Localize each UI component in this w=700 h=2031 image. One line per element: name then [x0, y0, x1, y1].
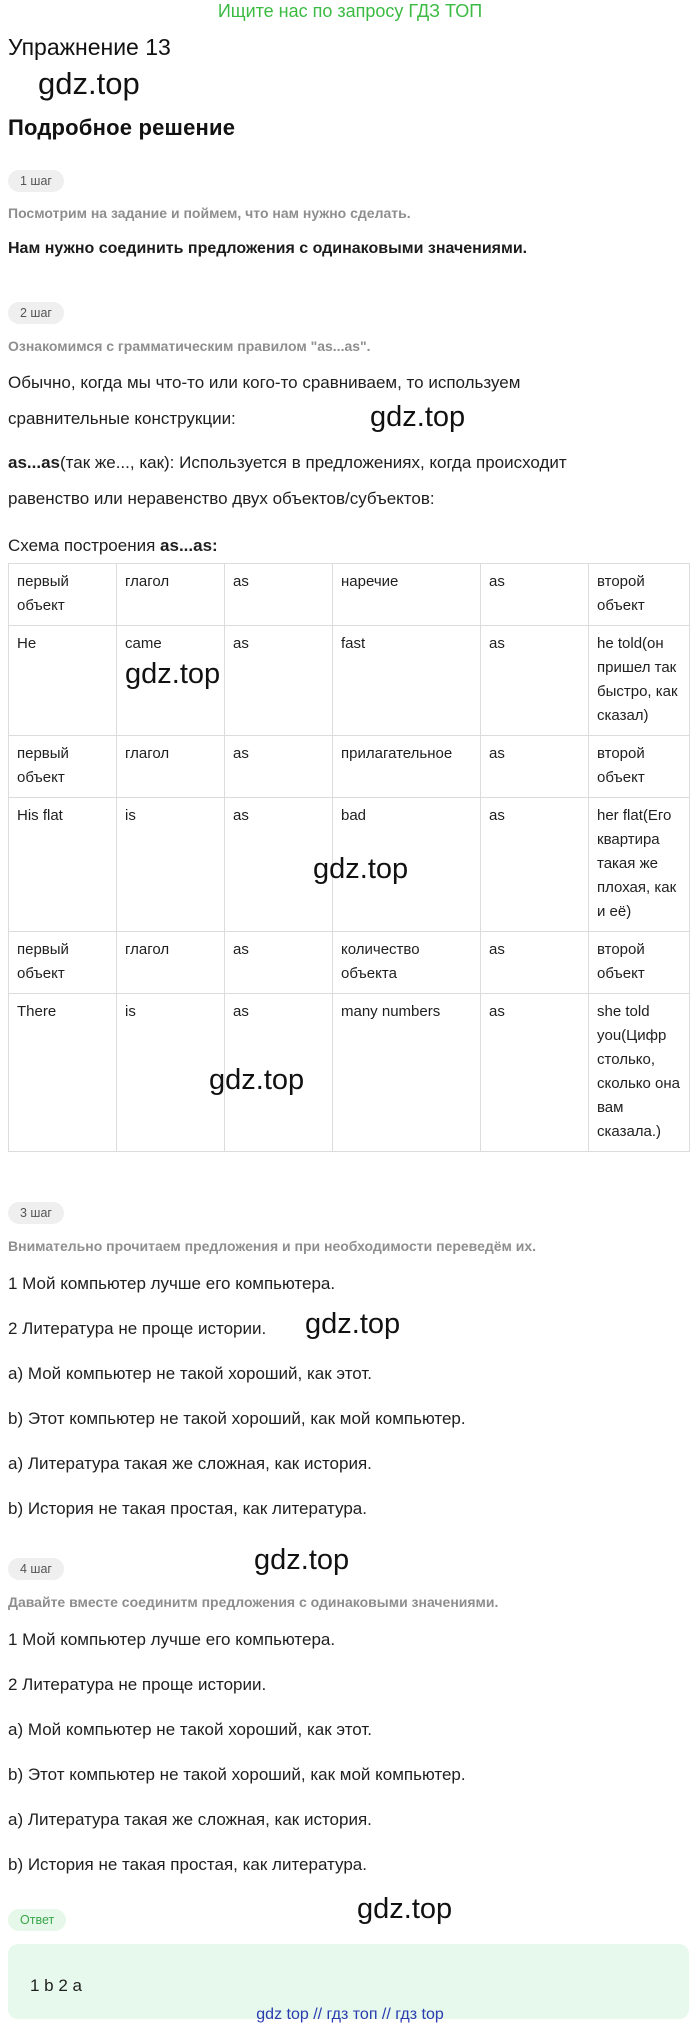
table-cell: as	[481, 626, 589, 736]
term-as-as: as...as	[8, 453, 60, 472]
table-row	[9, 932, 690, 994]
table-cell: глагол	[117, 564, 225, 626]
step-3-line: 2 Литература не проще истории.	[8, 1319, 267, 1338]
answer-text: 1 b 2 a	[30, 1976, 82, 1995]
table-cell: первый объект	[9, 736, 117, 798]
step-1-badge: 1 шаг	[8, 170, 64, 192]
table-cell: глагол	[117, 736, 225, 798]
table-cell: первый объект	[9, 564, 117, 626]
scheme-term: as...as:	[160, 536, 218, 555]
watermark: gdz.top	[209, 1064, 305, 1096]
answer-badge: Ответ	[8, 1909, 66, 1931]
step-4-line: a) Мой компьютер не такой хороший, как этот.	[8, 1720, 372, 1739]
watermark: gdz.top	[313, 853, 409, 885]
table-cell: as	[225, 932, 333, 994]
table-cell: as	[481, 736, 589, 798]
step-2-paragraph-2b: равенство или неравенство двух объектов/субъектов:	[8, 489, 435, 508]
table-cell: второй объект	[589, 932, 690, 994]
table-cell: many numbers	[333, 994, 481, 1152]
table-row	[9, 736, 690, 798]
table-cell: as	[225, 626, 333, 736]
step-3-line: a) Мой компьютер не такой хороший, как этот.	[8, 1364, 372, 1383]
scheme-prefix: Схема построения	[8, 536, 161, 555]
table-row	[9, 564, 690, 626]
step-4-line: a) Литература такая же сложная, как история.	[8, 1810, 372, 1829]
step-2-paragraph-2a	[8, 453, 567, 473]
table-cell: прилагательное	[333, 736, 481, 798]
step-3-line: b) История не такая простая, как литература.	[8, 1499, 367, 1518]
step-2-badge: 2 шаг	[8, 302, 64, 324]
step-2-paragraph-1b: сравнительные конструкции:	[8, 409, 236, 428]
table-row	[9, 626, 690, 736]
table-cell: as	[481, 994, 589, 1152]
table-cell: he told(он пришел так быстро, как сказал)	[589, 626, 690, 736]
step-4-line: b) История не такая простая, как литература.	[8, 1855, 367, 1874]
scheme-caption	[8, 536, 218, 556]
step-3-badge: 3 шаг	[8, 1202, 64, 1224]
table-cell: as	[225, 564, 333, 626]
watermark: gdz.top	[305, 1308, 401, 1340]
table-cell: as	[225, 798, 333, 932]
step-3-line: 1 Мой компьютер лучше его компьютера.	[8, 1274, 336, 1293]
page-title: Упражнение 13	[8, 34, 171, 60]
table-cell: bad	[333, 798, 481, 932]
table-cell: she told you(Цифр столько, сколько она вам сказала.)	[589, 994, 690, 1152]
table-cell: is	[117, 798, 225, 932]
table-cell: наречие	[333, 564, 481, 626]
table-cell: There	[9, 994, 117, 1152]
step-3-line: b) Этот компьютер не такой хороший, как мой компьютер.	[8, 1409, 466, 1428]
table-cell: as	[481, 798, 589, 932]
watermark: gdz.top	[38, 66, 140, 101]
table-cell: первый объект	[9, 932, 117, 994]
table-cell: fast	[333, 626, 481, 736]
term-definition: (так же..., как): Используется в предложениях, когда происходит	[60, 453, 567, 472]
table-cell: He	[9, 626, 117, 736]
table-cell: is	[117, 994, 225, 1152]
step-2-hint: Ознакомимся с грамматическим правилом "as...as".	[8, 338, 371, 354]
footer-links[interactable]: gdz top // гдз топ // гдз top	[256, 2006, 444, 2023]
step-4-badge: 4 шаг	[8, 1558, 64, 1580]
watermark: gdz.top	[357, 1893, 453, 1925]
table-cell: as	[225, 994, 333, 1152]
table-cell: количество объекта	[333, 932, 481, 994]
step-4-line: 2 Литература не проще истории.	[8, 1675, 267, 1694]
table-cell: came	[117, 626, 225, 736]
step-4-hint: Давайте вместе соединитм предложения с одинаковыми значениями.	[8, 1594, 499, 1610]
step-2-paragraph-1a: Обычно, когда мы что-то или кого-то сравниваем, то используем	[8, 373, 521, 392]
top-banner[interactable]: Ищите нас по запросу ГДЗ ТОП	[217, 1, 483, 21]
watermark: gdz.top	[125, 658, 221, 690]
step-4-line: 1 Мой компьютер лучше его компьютера.	[8, 1630, 336, 1649]
watermark: gdz.top	[370, 401, 466, 433]
table-cell: His flat	[9, 798, 117, 932]
table-cell: второй объект	[589, 736, 690, 798]
table-cell: as	[481, 564, 589, 626]
step-4-line: b) Этот компьютер не такой хороший, как мой компьютер.	[8, 1765, 466, 1784]
table-cell: her flat(Его квартира такая же плохая, как и её)	[589, 798, 690, 932]
table-cell: второй объект	[589, 564, 690, 626]
step-3-hint: Внимательно прочитаем предложения и при необходимости переведём их.	[8, 1238, 537, 1254]
step-1-hint: Посмотрим на задание и поймем, что нам нужно сделать.	[8, 205, 411, 221]
section-title: Подробное решение	[8, 115, 236, 140]
step-1-text: Нам нужно соединить предложения с одинаковыми значениями.	[8, 240, 528, 257]
table-cell: as	[481, 932, 589, 994]
table-cell: as	[225, 736, 333, 798]
table-cell: глагол	[117, 932, 225, 994]
table-row	[9, 994, 690, 1152]
watermark: gdz.top	[254, 1544, 350, 1576]
step-3-line: a) Литература такая же сложная, как история.	[8, 1454, 372, 1473]
